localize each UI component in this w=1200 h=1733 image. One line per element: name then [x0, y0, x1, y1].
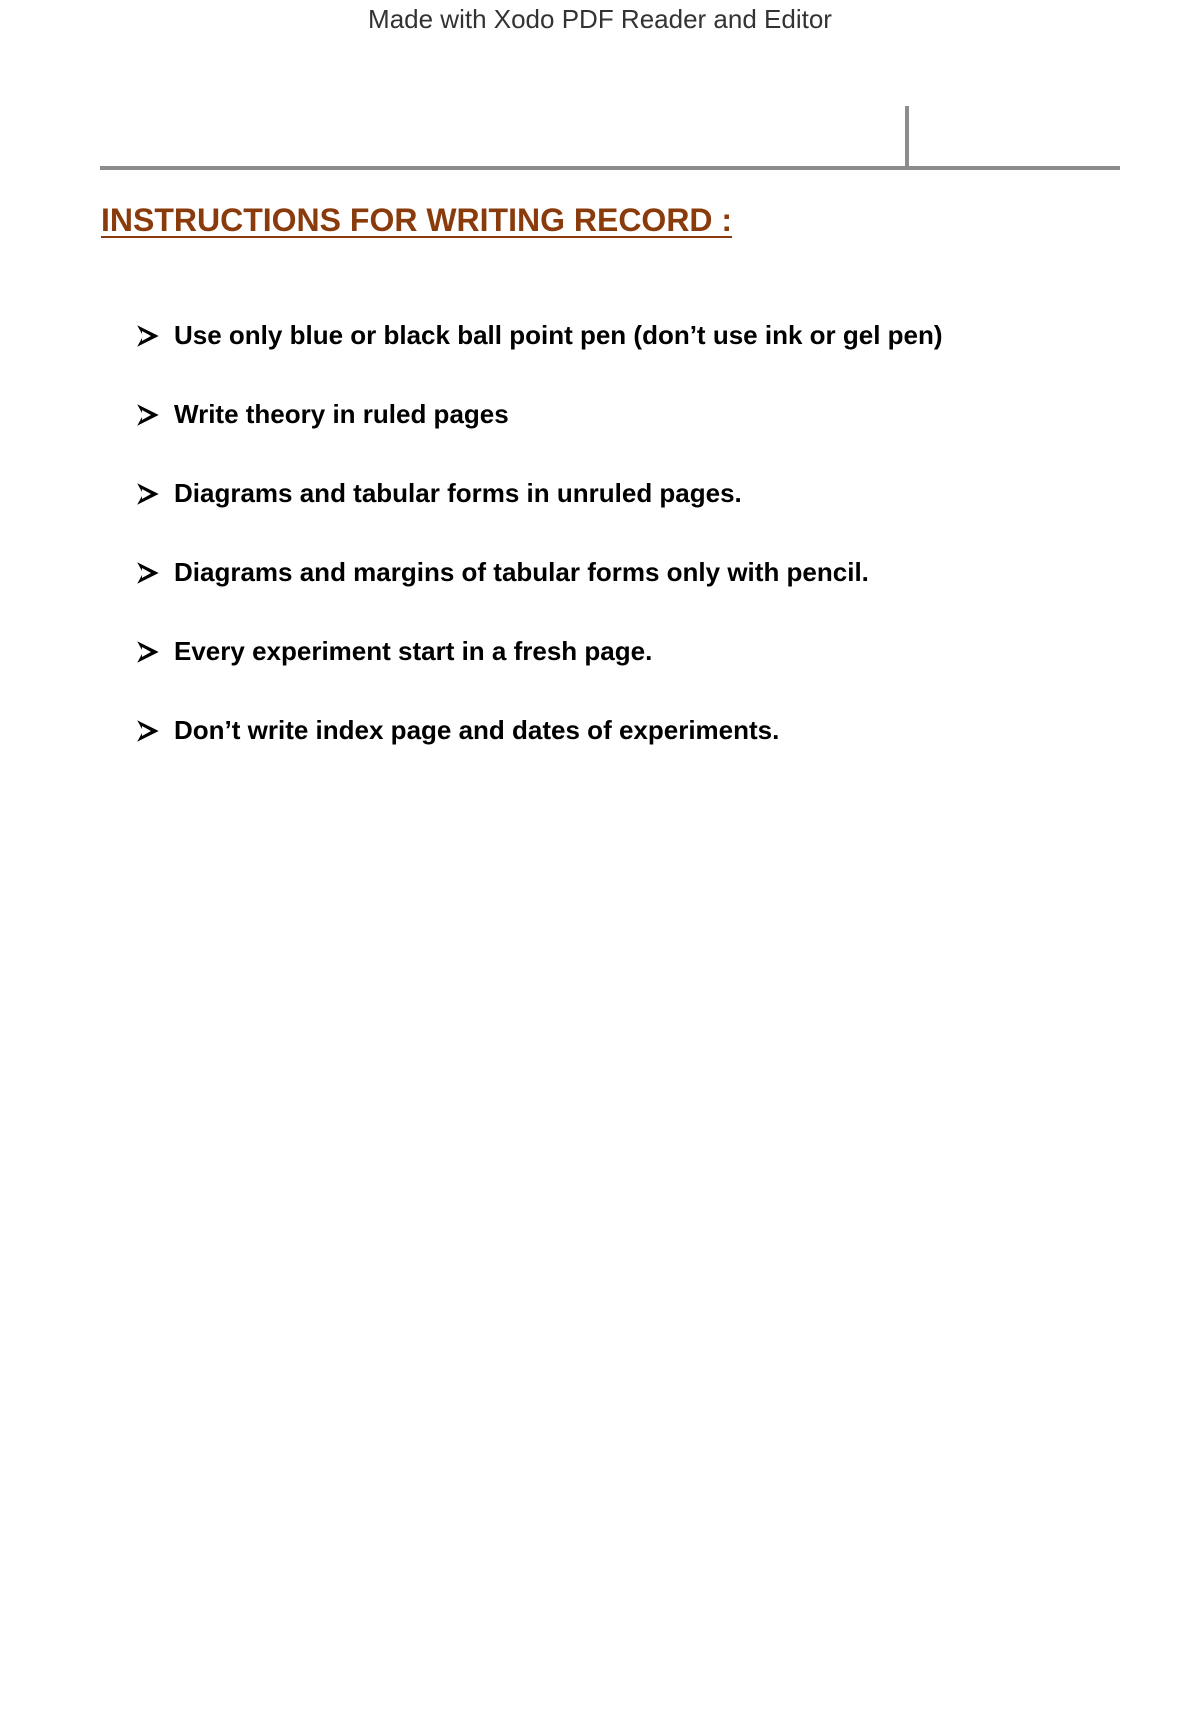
arrow-bullet-icon [136, 561, 160, 585]
list-item [136, 296, 943, 375]
header-vertical-rule [905, 106, 909, 168]
arrow-bullet-icon [136, 719, 160, 743]
page-title: INSTRUCTIONS FOR WRITING RECORD : [101, 202, 733, 238]
instruction-list [136, 296, 943, 770]
instruction-text: Every experiment start in a fresh page. [174, 636, 653, 666]
list-item [136, 533, 943, 612]
instruction-text: Diagrams and margins of tabular forms only with pencil. [174, 557, 869, 587]
list-item [136, 612, 943, 691]
arrow-bullet-icon [136, 482, 160, 506]
header-horizontal-rule [100, 166, 1120, 170]
arrow-bullet-icon [136, 324, 160, 348]
list-item [136, 454, 943, 533]
list-item [136, 691, 943, 770]
instruction-text: Don’t write index page and dates of experiments. [174, 715, 780, 745]
instruction-text: Diagrams and tabular forms in unruled pages. [174, 478, 742, 508]
arrow-bullet-icon [136, 640, 160, 664]
instruction-text: Write theory in ruled pages [174, 399, 509, 429]
list-item [136, 375, 943, 454]
watermark-text: Made with Xodo PDF Reader and Editor [368, 4, 832, 34]
arrow-bullet-icon [136, 403, 160, 427]
instruction-text: Use only blue or black ball point pen (don’t use ink or gel pen) [174, 320, 943, 350]
